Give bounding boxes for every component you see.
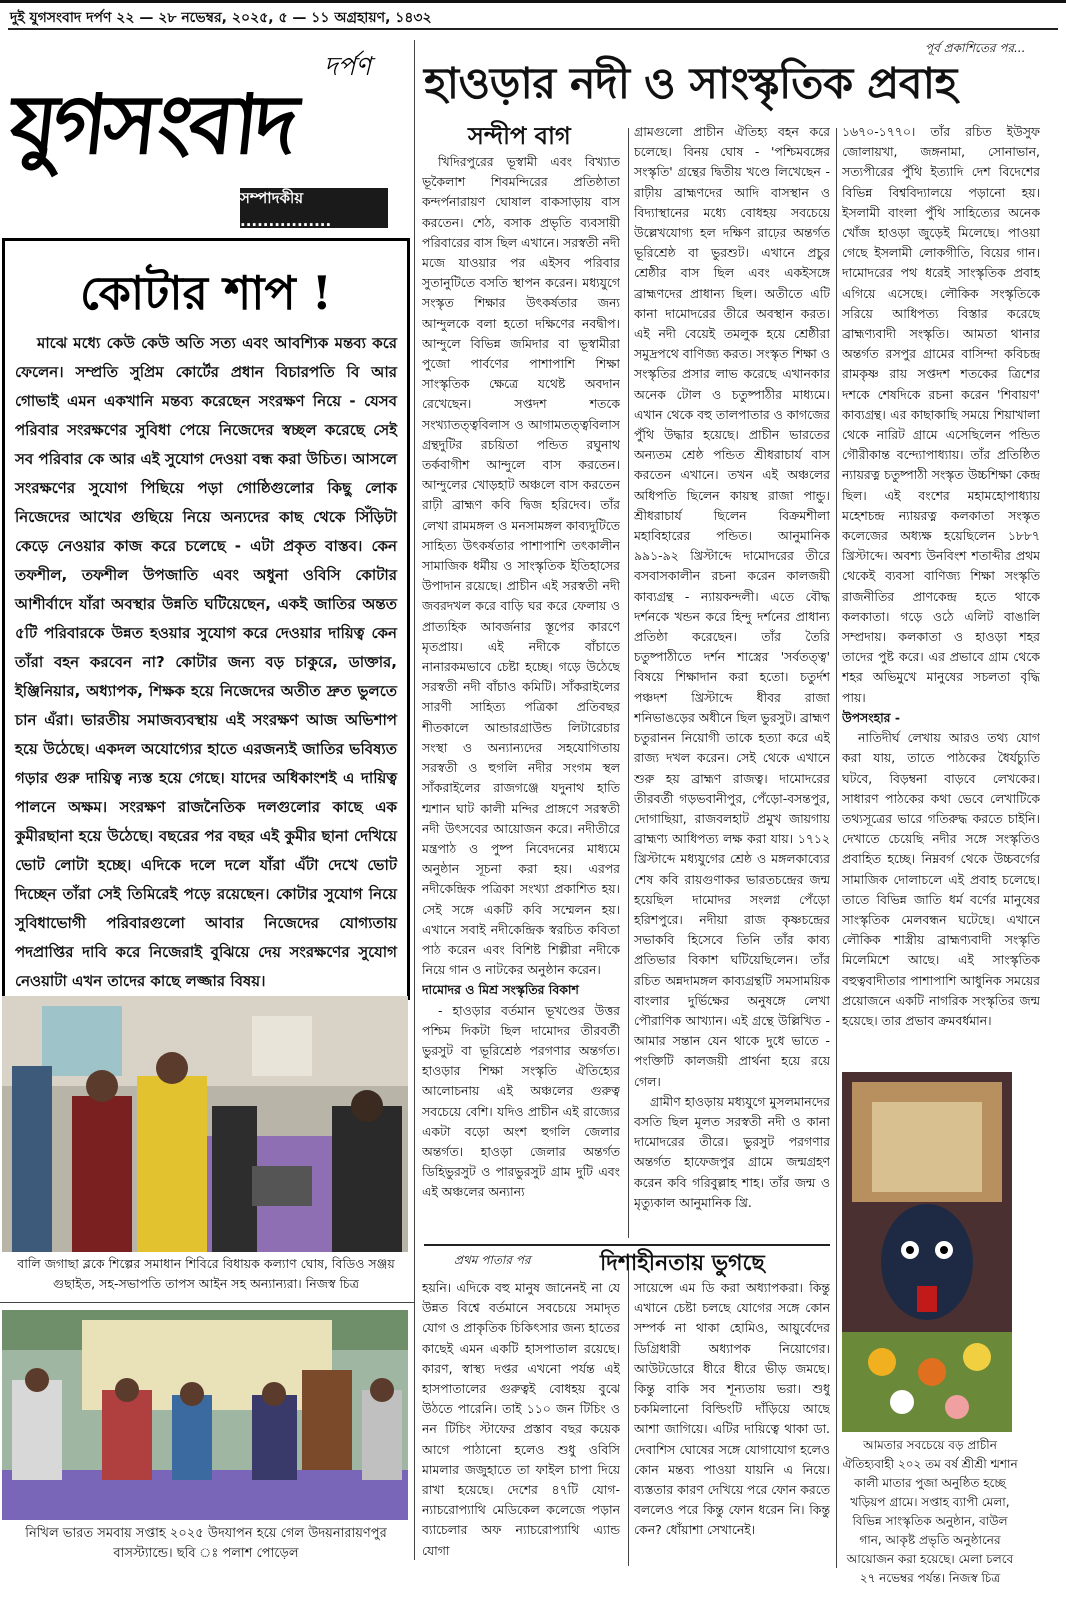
- photo-kali-caption: আমতার সবচেয়ে বড় প্রাচীন ঐতিহ্যবাহী ২০২ তম বর্ষ শ্রীশ্রী শ্মশান কালী মাতার পুজা অনুষ্ঠিত হচ্ছে খড়িয়প গ্রামে। সপ্তাহ ব্যাপী মেলা, বিভিন্ন সাংস্কৃতিক অনুষ্ঠান, বাউল গান, আকৃষ্ট প্রভৃতি অনুষ্ঠানের আয়োজন করা হয়েছে। মেলা চলবে ২৭ নভেম্বর পর্যন্ত। নিজস্ব চিত্র: [842, 1438, 1018, 1585]
- lower-story-column-1: [422, 1278, 620, 1568]
- photo-camp-caption: বালি জগাছা ব্লকে শিল্পের সমাধান শিবিরে বিধায়ক কল্যাণ ঘোষ, বিডিও সঞ্জয় গুছাইত, সহ-সভাপতি তাপস আইন সহ অন্যান্যরা। নিজস্ব চিত্র: [17, 1256, 395, 1291]
- lower-story-paragraph: হয়নি। এদিকে বহু মানুষ জানেনই না যে উন্নত বিশ্বে বর্তমানে সবচেয়ে সমাদৃত যোগ ও প্রাকৃতিক চিকিৎসার জন্য হাতের কাছেই এমন একটি হাসপাতাল রয়েছে। কারণ, স্বাস্থ্য দপ্তর এখনো পর্যন্ত এই হাসপাতালের গুরুত্বই বোধহয় বুঝে উঠতে পারেনি। তাই ১১০ জন টিচিং ও নন টিচিং স্টাফের প্রস্তাব বছর কয়েক আগে পাঠানো হলেও শুধু ওবিসি মামলার জজুহাতে তা ফাইল চাপা দিয়ে রাখা হয়েছে। দেশের ৪৭টি যোগ- ন্যাচরোপ্যাথি মেডিকেল কলেজে পড়ান ব্যাচেলার অফ ন্যাচরোপ্যাথি এ্যান্ড যোগা: [422, 1280, 620, 1558]
- article-subheading: দামোদর ও মিশ্র সংস্কৃতির বিকাশ: [422, 982, 579, 998]
- lower-story-title: দিশাহীনতায় ভুগছে: [600, 1250, 765, 1276]
- article-paragraph: নাতিদীর্ঘ লেখায় আরও তথ্য যোগ করা যায়, তাতে পাঠকের ধৈর্যচ্যুতি ঘটবে, বিড়ম্বনা বাড়বে লেখকের। সাধারণ পাঠকের কথা ভেবে লেখাটিকে তথ্যসূত্রের ভারে গতিরুদ্ধ করতে চাইনি। দেখাতে চেয়েছি নদীর সঙ্গে সংস্কৃতিও প্রবাহিত হচ্ছে। নিম্নবর্গ থেকে উচ্চবর্গের সামাজিক দোলাচলে এই প্রবাহ চলেছে। তাতে বিভিন্ন জাতি ধর্ম বর্ণের মানুষের সাংস্কৃতিক মেলবন্ধন ঘটেছে। এখানে লৌকিক শাস্ত্রীয় ব্রাহ্মণ্যবাদী সংস্কৃতি মিলেমিশে আছে। এই সাংস্কৃতিক বহুত্ববাদীতার পাশাপাশি আধুনিক সময়ের প্রয়োজনে একটি নাগরিক সংস্কৃতির জন্ম হয়েছে। তার প্রভাব ক্রমবর্ধমান।: [842, 730, 1040, 1028]
- photo-camp: [2, 996, 408, 1252]
- masthead-subtitle: দর্পণ: [324, 52, 372, 82]
- article-paragraph: ১৬৭০-১৭৭০। তাঁর রচিত ইউসুফ জোলায়খা, জঙ্গনামা, সোনাভান, সত্যপীরের পুঁথি ইত্যাদি দেশ বিদেশের বিভিন্ন বিশ্ববিদ্যালয়ে পড়ানো হয়। ইসলামী বাংলা পুঁথি সাহিত্যের অনেক খোঁজ হাওড়া জুড়েই মিলেছে। পাওয়া গেছে ইসলামী লোকগীতি, বিয়ের গান। দামোদরের পথ ধরেই সাংস্কৃতিক প্রবাহ এগিয়ে এসেছে। লৌকিক সংস্কৃতিকে সরিয়ে আধিপত্য বিস্তার করেছে ব্রাহ্মণ্যবাদী সংস্কৃতি। আমতা থানার অন্তর্গত রসপুর গ্রামের বাসিন্দা কবিচন্দ্র রামকৃষ্ণ রায় সপ্তদশ শতকের ত্রিশের দশকে শেষদিকে রচনা করেন 'শিবায়ণ' কাব্যগ্রন্থ। এর কাছাকাছি সময়ে শিয়াখালা থেকে নারিট গ্রামে এসেছিলেন পন্ডিত গৌরীকান্ত বন্দ্যোপাধ্যায়। তাঁর প্রতিষ্ঠিত ন্যায়রত্ন চতুষ্পাঠী সংস্কৃত উচ্চশিক্ষা কেন্দ্র ছিল। এই বংশের মহামহোপাধ্যায় মহেশচন্দ্র ন্যায়রত্ন কলকাতা সংস্কৃত কলেজের অধ্যক্ষ হয়েছিলেন ১৮৮৭ খ্রিস্টাব্দে। অবশ্য উনবিংশ শতাব্দীর প্রথম থেকেই ব্যবসা বাণিজ্য শিক্ষা সংস্কৃতি রাজনীতির প্রাণকেন্দ্র হতে থাকে কলকাতা। গড়ে ওঠে এলিট বাঙালি সম্প্রদায়। কলকাতা ও হাওড়া শহর তাদের পুষ্ট করে। এর প্রভাবে গ্রাম থেকে শহর অভিমুখে মানুষের সচলতা বৃদ্ধি পায়।: [842, 124, 1040, 705]
- header-rule: [8, 28, 1058, 30]
- article-paragraph: গ্রামীণ হাওড়ায় মধ্যযুগে মুসলমানদের বসতি ছিল মূলত সরস্বতী নদী ও কানা দামোদরের তীরে। ভুরসুট পরগণার অন্তর্গত হাফেজপুর গ্রামে জন্মগ্রহণ করেন কবি গরিবুল্লাহ শাহ। তাঁর জন্ম ও মৃত্যুকাল আনুমানিক খ্রি.: [634, 1093, 830, 1210]
- article-column-3: [842, 122, 1040, 1062]
- article-byline: সন্দীপ বাগ: [468, 121, 571, 150]
- article-paragraph: গ্রামগুলো প্রাচীন ঐতিহ্য বহন করে চলেছে। বিনয় ঘোষ - 'পশ্চিমবঙ্গের সংস্কৃতি' গ্রন্থের দ্বিতীয় খণ্ডে লিখেছেন - রাঢ়ীয় ব্রাহ্মণদের আদি বাসস্থান ও বিদ্যাস্থানের মধ্যে বোধহয় সবচেয়ে উল্লেখযোগ্য হল দক্ষিণ রাঢ়ের অন্তর্গত ভূরিশ্রেষ্ঠ বা ভুরশুট। এখানে প্রচুর শ্রেষ্ঠীর বাস ছিল এবং একইসঙ্গে ব্রাহ্মণদের প্রাধান্য ছিল। অতীতে এটি কানা দামোদরের তীরে অবস্থান করত। এই নদী বেয়েই তমলুক হয়ে শ্রেষ্ঠীরা সমুদ্রপথে বাণিজ্য করত। সংস্কৃত শিক্ষা ও সংস্কৃতির প্রসার লাভ করেছে এখানকার অনেক টোল ও চতুষ্পাঠীর মাধ্যমে। এখান থেকে বহু তালপাতার ও কাগজের পুঁথি উদ্ধার হয়েছে। প্রাচীন ভারতের অন্যতম শ্রেষ্ঠ পন্ডিত শ্রীধরাচার্য বাস করতেন এখানে। তখন এই অঞ্চলের অধিপতি ছিলেন কায়স্থ রাজা পান্ডু। শ্রীধরাচার্য ছিলেন বিক্রমশীলা মহাবিহারের পন্ডিত। আনুমানিক ৯৯১-৯২ খ্রিস্টাব্দে দামোদরের তীরে বসবাসকালীন রচনা করেন কালজয়ী কাব্যগ্রন্থ - ন্যায়কন্দলী। এতে বৌদ্ধ দর্শনকে খন্ডন করে হিন্দু দর্শনের প্রাধান্য প্রতিষ্ঠা করেছেন। তাঁর তৈরি চতুষ্পাঠীতে দর্শন শাস্ত্রের 'সর্বতত্ত্ব' বিষয়ে শিক্ষাদান করা হতো। চতুর্দশ পঞ্চদশ খ্রিস্টাব্দে ধীবর রাজা শনিভাঙড়ের অধীনে ছিল ভুরসুট। ব্রাহ্মণ চতুরানন নিয়োগী তাকে হত্যা করে এই রাজ্য দখল করেন। সেই থেকে এখানে শুরু হয় ব্রাহ্মণ রাজত্ব। দামোদরের তীরবর্তী গড়ভবানীপুর, পেঁড়ো-বসন্তপুর, দোগাছিয়া, রাজবলহাট প্রমুখ জায়গায় ব্রাহ্মণ্য আধিপত্য লক্ষ করা যায়। ১৭১২ খ্রিস্টাব্দে মধ্যযুগের শ্রেষ্ঠ ও মঙ্গলকাব্যের শেষ কবি রায়গুণাকর ভারতচন্দ্রের জন্ম হয়েছিল দামোদর সংলগ্ন পেঁড়ো হরিশপুরে। নদীয়া রাজ কৃষ্ণচন্দ্রের সভাকবি হিসেবে তিনি তাঁর কাব্য প্রতিভার বিকাশ ঘটিয়েছিলেন। তাঁর রচিত অন্নদামঙ্গল কাব্যগ্রন্থটি সমসাময়িক বাংলার দুর্ভিক্ষের অনুষঙ্গে লেখা পৌরাণিক আখ্যান। এই গ্রন্থে উল্লিখিত - আমার সন্তান যেন থাকে দুধে ভাতে - পংক্তিটি কালজয়ী প্রার্থনা হয়ে রয়ে গেল।: [634, 124, 830, 1089]
- photo-cooperative-image: [2, 1310, 408, 1520]
- page-header: দুই যুগসংবাদ দর্পণ ২২ — ২৮ নভেম্বর, ২০২৫, ৫ — ১১ অগ্রহায়ণ, ১৪৩২: [10, 10, 432, 26]
- article-subheading: উপসংহার -: [842, 709, 900, 725]
- editorial-body: [15, 329, 397, 1112]
- photo-cooperative-caption: নিখিল ভারত সমবায় সপ্তাহ ২০২৫ উদযাপন হয়ে গেল উদয়নারায়ণপুর বাসস্ট্যান্ডে। ছবি ঃ পলাশ পোড়েল: [25, 1526, 387, 1561]
- column-divider: [836, 128, 837, 1568]
- editorial-paragraph: মাঝে মধ্যে কেউ কেউ অতি সত্য এবং আবশ্যিক মন্তব্য করে ফেলেন। সম্প্রতি সুপ্রিম কোর্টের প্রধান বিচারপতি বি আর গোভাই এমন একখানি মন্তব্য করেছেন সংরক্ষণ নিয়ে - যেসব পরিবার সংরক্ষণের সুবিধা পেয়ে নিজেদের স্বচ্ছল করেছে সেই সব পরিবার কে আর এই সুযোগ দেওয়া বন্ধ করা উচিত। আসলে সংরক্ষণের সুযোগ পিছিয়ে পড়া গোষ্ঠিগুলোর কিছু লোক নিজেদের আখের গুছিয়ে নিয়ে অন্যদের কাছ থেকে সিঁড়িটা কেড়ে নেওয়ার কাজ করে চলেছে - এটা প্রকৃত বাস্তব। কেন তফশীল, তফশীল উপজাতি এবং অধুনা ওবিসি কোটার আশীর্বাদে যাঁরা অবস্থার উন্নতি ঘটিয়েছেন, একই জাতির অন্তত ৫টি পরিবারকে উন্নত হওয়ার সুযোগ করে দেওয়ার দায়িত্ব কেন তাঁরা বহন করবেন না? কোটার জন্য বড় চাকুরে, ডাক্তার, ইঞ্জিনিয়ার, অধ্যাপক, শিক্ষক হয়ে নিজেদের অতীত দ্রুত ভুলতে চান এঁরা। ভারতীয় সমাজব্যবস্থায় এই সংরক্ষণ আজ অভিশাপ হয়ে উঠেছে। একদল অযোগ্যের হাতে এরজন্যই জাতির ভবিষ্যত গড়ার গুরু দায়িত্ব ন্যস্ত হয়ে গেছে। যাদের অধিকাংশই এ দায়িত্ব পালনে অক্ষম। সংরক্ষণ রাজনৈতিক দলগুলোর কাছে এক কুমীরছানা হয়ে উঠেছে। বছরের পর বছর এই কুমীর ছানা দেখিয়ে ভোট লোটা হচ্ছে। এদিকে দলে দলে যাঁরা এঁটা দেখে ভোট দিচ্ছেন তাঁরা সেই তিমিরেই পড়ে রয়েছেন। কোটার সুযোগ নিয়ে সুবিধাভোগী পরিবারগুলো আবার নিজেদের যোগ্যতায় পদপ্রাপ্তির দাবি করে নিজেরাই বুঝিয়ে দেয় সংরক্ষণের সুযোগ নেওয়াটা এখন তাদের কাছে লজ্জার বিষয়।: [15, 334, 397, 990]
- column-divider: [628, 128, 629, 1238]
- photo-camp-image: [2, 996, 408, 1252]
- lower-story-kicker: প্রথম পাতার পর: [454, 1253, 531, 1267]
- article-column-2: [634, 122, 830, 1240]
- editorial-title: কোটার শাপ !: [80, 266, 332, 320]
- editorial-box: [2, 238, 410, 1000]
- column-divider: [414, 40, 415, 1560]
- photo-cooperative: [2, 1310, 408, 1520]
- photo-kali: [842, 1072, 1012, 1432]
- lower-story-column-2: [634, 1278, 830, 1568]
- lower-story-paragraph: সায়েন্সে এম ডি করা অধ্যাপকরা। কিন্তু এখানে চেষ্টা চলছে যোগের সঙ্গে কোন সম্পর্ক না থাকা হোমিও, আয়ুর্বেদের ডিগ্রিধারী অধ্যাপক নিয়োগের। আউটডোরে ধীরে ধীরে ভীড় জমছে। কিন্তু বাকি সব শূন্যতায় ভরা। শুধু চকমিলানো বিল্ডিংটি দাঁড়িয়ে আছে আশা জাগিয়ে। এটির দায়িত্বে থাকা ডা. দেবাশিস ঘোষের সঙ্গে যোগাযোগ হলেও কোন মন্তব্য পাওয়া যায়নি এ নিয়ে। ব্যস্ততার কারণ দেখিয়ে পরে ফোন করতে বললেও পরে কিন্তু ফোন ধরেন নি। কিন্তু কেন? ধোঁয়াশা সেখানেই।: [634, 1280, 830, 1538]
- top-border: [0, 0, 1066, 3]
- article-kicker: পূর্ব প্রকাশিতের পর...: [925, 41, 1026, 55]
- photo-kali-image: [842, 1072, 1012, 1432]
- caption-rule: [0, 1302, 414, 1303]
- article-title: হাওড়ার নদী ও সাংস্কৃতিক প্রবাহ: [424, 59, 957, 109]
- masthead: [6, 44, 416, 174]
- article-paragraph: - হাওড়ার বর্তমান ভূখণ্ডের উত্তর পশ্চিম দিকটা ছিল দামোদর তীরবর্তী ভুরসুট বা ভূরিশ্রেষ্ঠ পরগণার অন্তর্গত। হাওড়ার শিক্ষা সংস্কৃতি ঐতিহ্যের আলোচনায় এই অঞ্চলের গুরুত্ব সবচেয়ে বেশি। যদিও প্রাচীন এই রাজ্যের একটা বড়ো অংশ হুগলি জেলার অন্তর্গত। হাওড়া জেলার অন্তর্গত ডিহিভুরসুট ও পারভুরসুট গ্রাম দুটি এবং এই অঞ্চলের অন্যান্য: [422, 1002, 620, 1200]
- article-column-1: [422, 152, 620, 1240]
- masthead-title: যুগসংবাদ: [5, 77, 299, 173]
- editorial-tag: সম্পাদকীয় ................: [240, 188, 388, 228]
- column-divider: [628, 1256, 629, 1566]
- article-paragraph: খিদিরপুরের ভূস্বামী এবং বিখ্যাত ভূকৈলাশ শিবমন্দিরের প্রতিষ্ঠাতা কন্দর্পনারায়ণ ঘোষাল বাকসাড়ায় বাস করতেন। শেঠ, বসাক প্রভৃতি ব্যবসায়ী পরিবারের বাস ছিল এখানে। সরস্বতী নদী মজে যাওয়ার পর এইসব পরিবার সুতানুটিতে বসতি স্থাপন করেন। মধ্যযুগে সংস্কৃত শিক্ষার উৎকর্ষতার জন্য আন্দুলকে বলা হতো দক্ষিণের নবদ্বীপ। আন্দুলে বিভিন্ন জমিদার বা ভূস্বামীরা পুজো পার্বণের পাশাপাশি শিক্ষা সাংস্কৃতিক ক্ষেত্রে যথেষ্ট অবদান রেখেছেন। সপ্তদশ শতকে সংখ্যাতত্ত্ববিলাস ও আগামতত্ত্ববিলাস গ্রন্থদুটির রচয়িতা পন্ডিত রঘুনাথ তর্কবাগীশ আন্দুলে বাস করতেন। আন্দুলের খোড়হাট অঞ্চলে বাস করতেন রাঢ়ী ব্রাহ্মণ কবি দ্বিজ হরিদেব। তাঁর লেখা রামমঙ্গল ও মনসামঙ্গল কাব্যদুটিতে সাহিত্য উৎকর্ষতার পাশাপাশি তৎকালীন সামাজিক ধর্মীয় ও সাংস্কৃতিক ইতিহাসের উপাদান রয়েছে। প্রাচীন এই সরস্বতী নদী জবরদখল করে বাড়ি ঘর করে ফেলায় ও প্রাত্যহিক আবর্জনার স্তূপের কারণে মৃতপ্রায়। এই নদীকে বাঁচাতে নানারকমভাবে চেষ্টা হচ্ছে। গড়ে উঠেছে সরস্বতী নদী বাঁচাও কমিটি। সাঁকরাইলের সারণী সাহিত্য পত্রিকা প্রতিবছর শীতকালে আন্ডারগ্রাউন্ড লিটারেচার সংস্থা ও অন্যান্যদের সহযোগিতায় সরস্বতী ও হুগলি নদীর সংগম স্থল সাঁকরাইলের রাজগঞ্জে যদুনাথ হাতি শ্মশান ঘাট কালী মন্দির প্রাঙ্গণে সরস্বতী নদী উৎসবের আয়োজন করে। নদীতীরে মন্ত্রপাঠ ও পুষ্প নিবেদনের মাধ্যমে অনুষ্ঠান সূচনা করা হয়। এরপর নদীকেন্দ্রিক পত্রিকা সংখ্যা প্রকাশিত হয়। সেই সঙ্গে একটি কবি সম্মেলন হয়। এখানে সবাই নদীকেন্দ্রিক স্বরচিত কবিতা পাঠ করেন এবং বিশিষ্ট শিল্পীরা নদীকে নিয়ে গান ও নাটকের অনুষ্ঠান করেন।: [422, 154, 620, 978]
